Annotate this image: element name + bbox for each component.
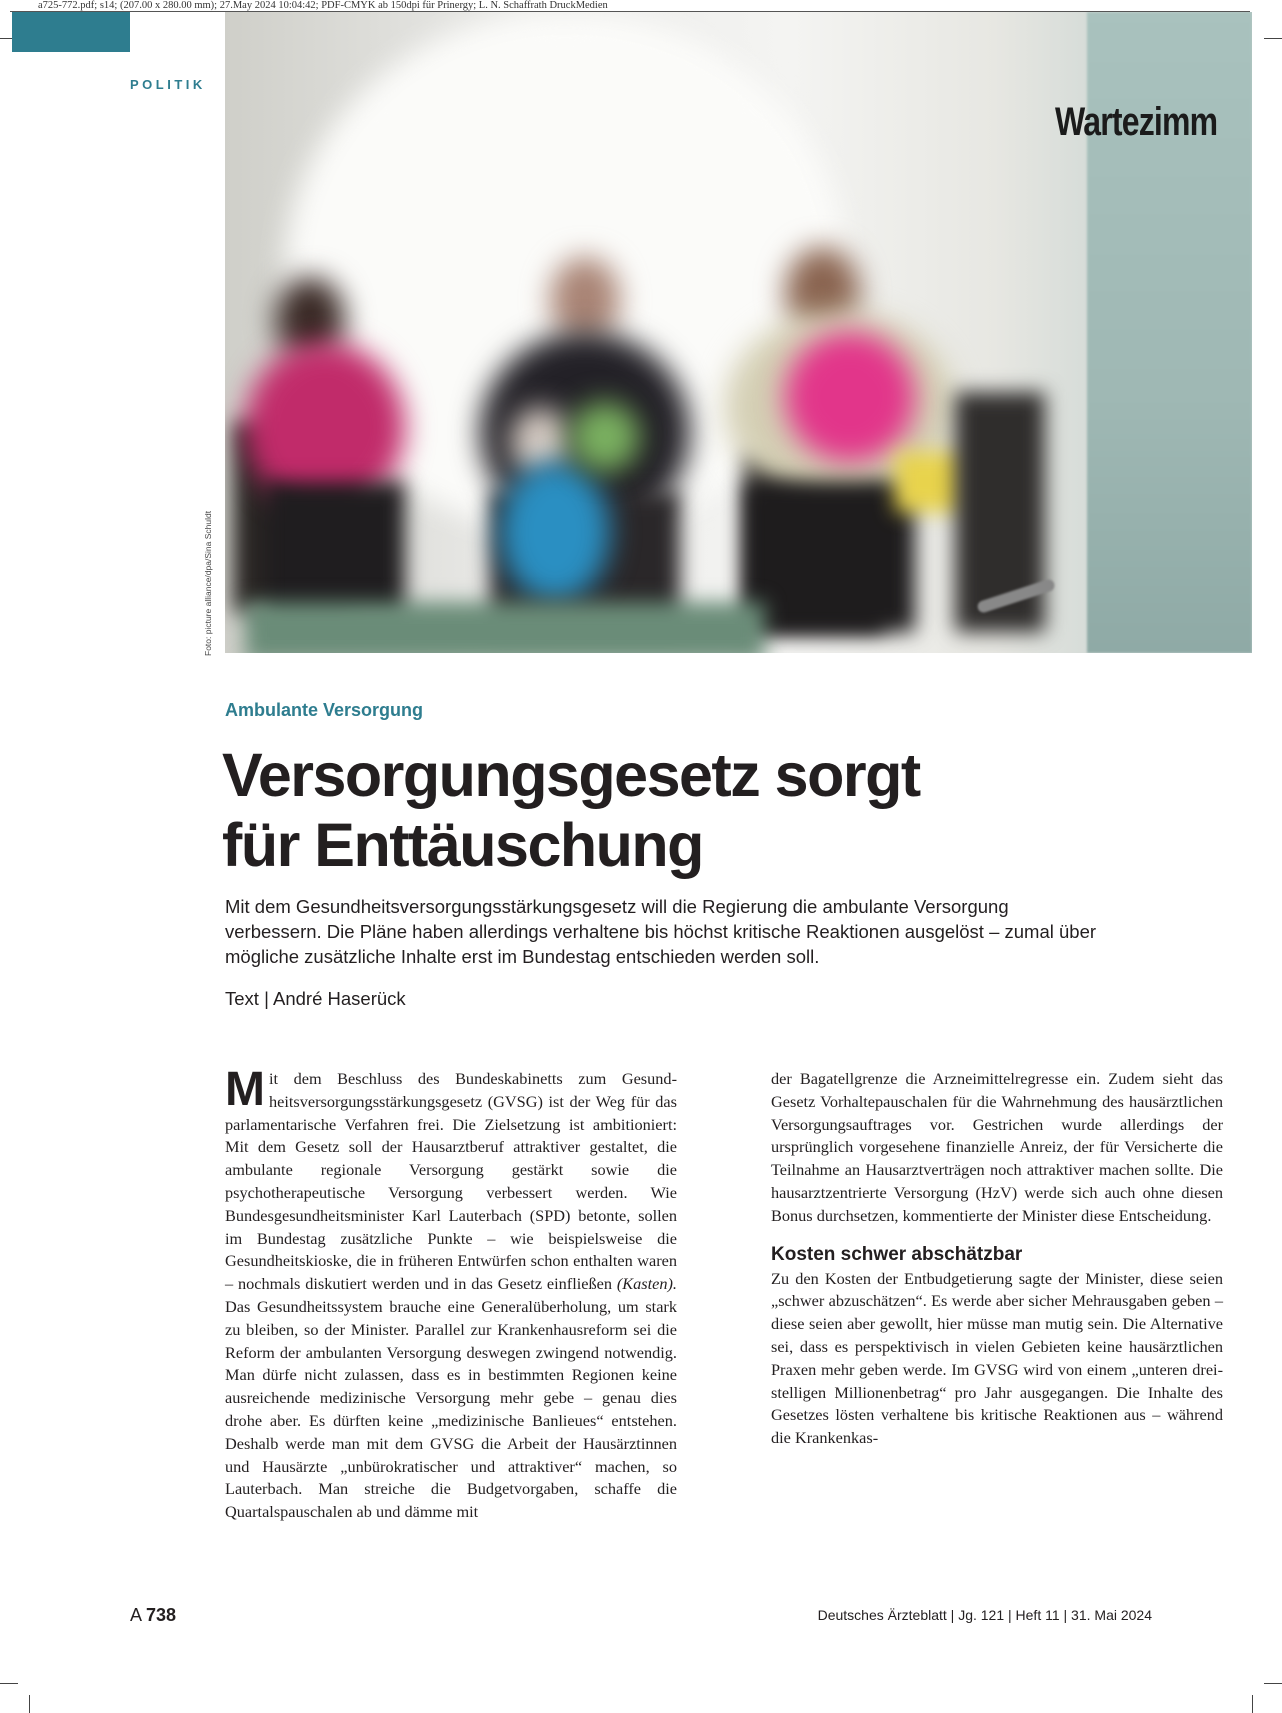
byline: Text | André Haserück xyxy=(225,988,406,1009)
folio-number: 738 xyxy=(146,1605,177,1625)
photo-person-center-head xyxy=(550,257,620,342)
photo-table xyxy=(245,602,765,653)
section-label: POLITIK xyxy=(130,77,206,92)
kasten-reference: (Kasten). xyxy=(616,1274,677,1294)
body-paragraph xyxy=(225,1063,677,1524)
headline xyxy=(222,740,1122,880)
crop-mark xyxy=(1252,1695,1253,1713)
photo-door-sign: Wartezimm xyxy=(1055,100,1218,144)
section-color-bar xyxy=(12,12,130,52)
photo-credit: Foto: picture alliance/dpa/Sina Schuldt xyxy=(203,510,213,656)
crop-mark xyxy=(1264,38,1282,39)
lead-paragraph: Mit dem Gesundheitsversorgungsstärkungsgesetz will die Regierung die ambulante Versorgung verbessern. Die Pläne haben allerdings verhaltene bis höchst kritische Reaktionen ausgelöst – zumal über mögliche zusätzliche Inhalte erst im Bundestag entschieden werden soll. xyxy=(225,896,1097,967)
body-column-right xyxy=(771,1068,1223,1450)
body-text: it dem Beschluss des Bundeskabinetts zum Gesundheitsversorgungsstärkungsgesetz (GVSG) ist der Weg für das parlamentarische Verfahren frei. Die Zielsetzung ist ambitioniert: Mit dem Gesetz soll der Hausarztberuf attraktiver gestaltet, die ambulante regionale Versorgung gestärkt sowie die psychotherapeutische Versorgung verbessert werden. Wie Bundesgesundheitsminister Karl Lauterbach (SPD) betonte, sollen im Bundestag zusätzliche Punkte – wie beispielsweise die Gesundheitskioske, die in früheren Entwürfen schon enthalten waren – nochmals diskutiert werden und in das Gesetz einfließen xyxy=(225,1069,677,1294)
waiting-room-photo xyxy=(225,12,1252,653)
page-number xyxy=(130,1605,176,1626)
headline-line-2: für Enttäuschung xyxy=(222,811,703,879)
photo-person-right-legs xyxy=(745,482,915,632)
body-column-left xyxy=(225,1063,677,1524)
photo-person-right-shirt xyxy=(785,332,915,462)
crop-mark xyxy=(29,1695,30,1713)
subheading: Kosten schwer abschätzbar xyxy=(771,1243,1023,1265)
photo-child-body xyxy=(500,462,610,602)
print-slug: a725-772.pdf; s14; (207.00 x 280.00 mm); 27.May 2024 10:04:42; PDF-CMYK ab 150dpi für Prinergy; L. N. Schaffrath DruckMedien xyxy=(38,0,608,11)
headline-line-1: Versorgungsgesetz sorgt xyxy=(222,741,920,809)
dropcap: M xyxy=(225,1063,265,1116)
crop-mark xyxy=(1264,1683,1282,1684)
publication-info: Deutsches Ärzteblatt | Jg. 121 | Heft 11 | 31. Mai 2024 xyxy=(817,1607,1152,1623)
photo-person-left-legs xyxy=(265,482,405,622)
crop-mark xyxy=(0,1683,18,1684)
body-text: Das Gesundheitssystem brauche eine Generalüberholung, um stark zu bleiben, so der Minister. Parallel zur Krankenhausreform sei die Reform der ambulanten Versorgung deswegen zwingend notwendig. Man dürfe nicht zulassen, dass es in bestimmten Regionen keine ausreichende medizinische Versorgung mehr gebe – genau dies drohe aber. Es dürften keine „medizinische Banlieues“ entstehen. Deshalb werde man mit dem GVSG die Arbeit der Hausärztinnen und Hausärzte „unbürokratischer und attraktiver“ machen, so Lauterbach. Man streiche die Budgetvorgaben, schaffe die Quartalspauschalen ab und dämme mit xyxy=(225,1296,677,1522)
photo-toy xyxy=(570,402,640,472)
folio-prefix: A xyxy=(130,1605,142,1625)
body-paragraph: der Bagatellgrenze die Arzneimittelregresse ein. Zudem sieht das Gesetz Vorhaltepauschalen für die Wahrnehmung des hausärztlichen Versorgungsauftrages vor. Gestrichen wurde allerdings der ursprünglich vorgesehene finanzielle Anreiz, der für Versicherte die Teilnahme an Hausarztverträgen noch attraktiver machen sollte. Die hausarztzentrierte Versorgung (HzV) werde sich auch ohne diesen Bonus durchsetzen, kommentierte der Minister diese Entscheidung. xyxy=(771,1069,1223,1225)
body-paragraph: Zu den Kosten der Entbudgetierung sagte der Minister, diese seien „schwer abzuschätzen“. Es werde aber sicher Mehrausgaben geben – diese seien aber gewollt, hier müsse man mutig sein. Die Alternative sei, dass es perspektivisch in vielen Gebieten keine hausärztlichen Praxen mehr geben werde. Im GVSG wird von einem „unteren dreistelligen Millionenbetrag“ pro Jahr ausgegangen. Die Inhalte des Gesetzes lösten verhaltene bis kritische Reaktionen aus – während die Krankenkas- xyxy=(771,1268,1223,1448)
kicker: Ambulante Versorgung xyxy=(225,700,424,720)
